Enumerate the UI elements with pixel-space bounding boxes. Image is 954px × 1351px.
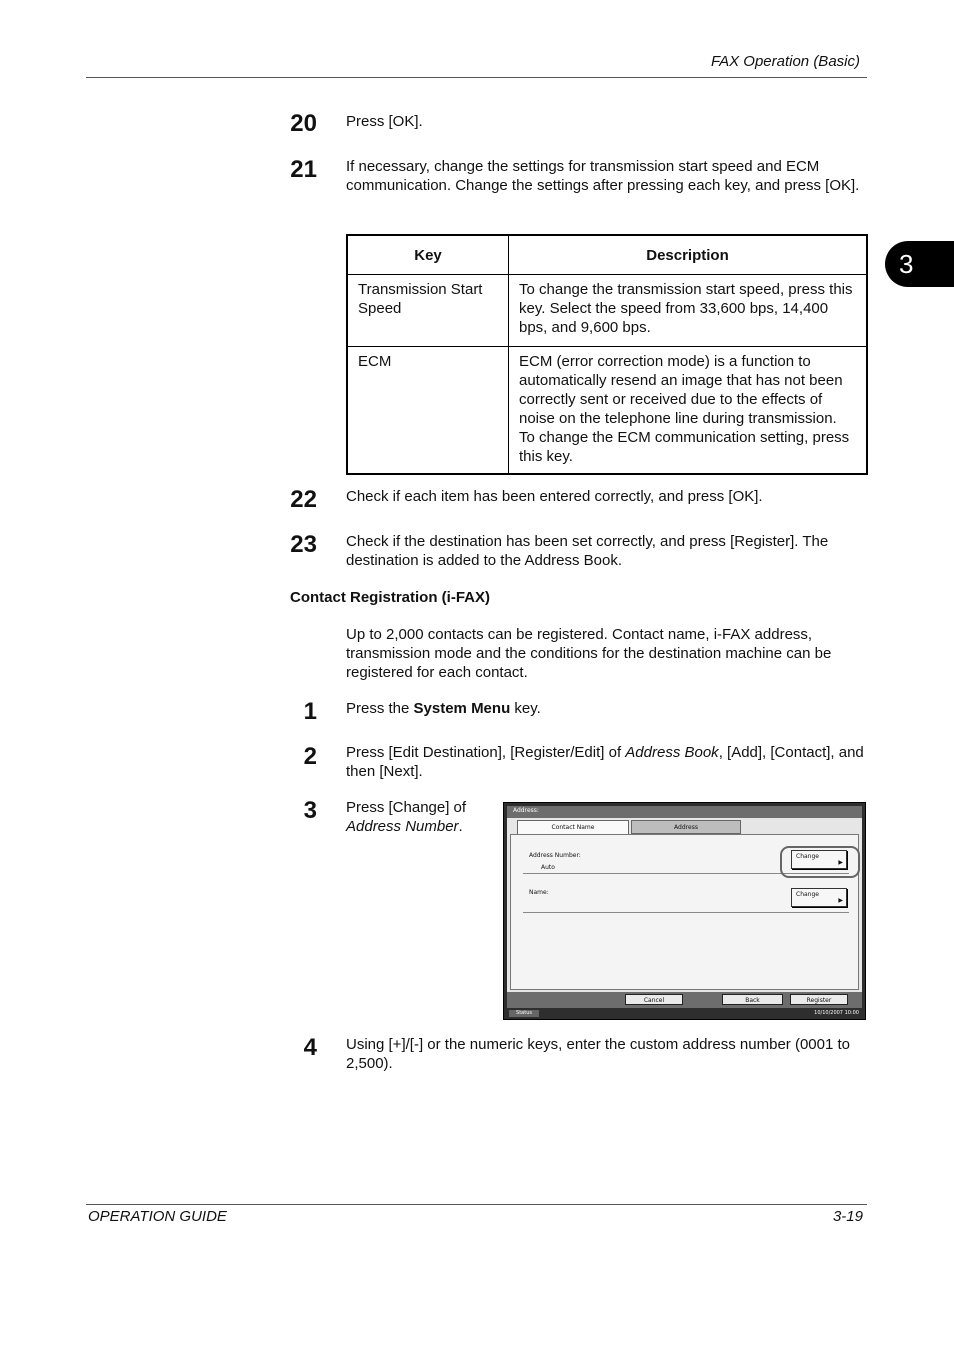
table-cell-key: ECM [347, 347, 509, 475]
callout-highlight [780, 846, 860, 878]
step-text-1 [346, 699, 866, 718]
screen-title-bar [507, 806, 862, 818]
table-header-description: Description [509, 235, 868, 275]
screen-status-bar [507, 1009, 862, 1018]
step-number-4: 4 [303, 1034, 317, 1061]
back-button[interactable]: Back [722, 994, 783, 1005]
step-number-3: 3 [303, 797, 317, 824]
register-button[interactable]: Register [790, 994, 848, 1005]
change-button-label: Change [796, 853, 819, 860]
step-text-3-post: . [458, 818, 463, 835]
triangle-right-icon: ▶ [838, 897, 843, 904]
step-text-2-post: , [Add], [Contact], and then [Next]. [346, 744, 864, 780]
key-description-table [346, 234, 868, 475]
divider [523, 912, 849, 913]
contact-name-pane [510, 834, 859, 990]
section-intro: Up to 2,000 contacts can be registered. Contact name, i-FAX address, transmission mode and the conditions for the destination machine can be registered for each contact. [346, 626, 832, 681]
status-button[interactable]: Status [509, 1010, 539, 1017]
table-cell-key: Transmission Start Speed [347, 275, 509, 347]
screen-body [507, 818, 862, 992]
address-number-value: Auto [541, 864, 555, 871]
footer-rule [86, 1204, 867, 1205]
table-row [347, 275, 867, 347]
triangle-right-icon: ▶ [838, 859, 843, 866]
system-menu-key-label: System Menu [413, 700, 511, 717]
change-button-label: Change [796, 891, 819, 898]
name-change-button[interactable] [791, 888, 847, 907]
table-header-key: Key [347, 235, 509, 275]
step-text-2-pre: Press [Edit Destination], [Register/Edit] of [346, 744, 626, 761]
name-label: Name: [529, 889, 549, 896]
address-screen [503, 802, 866, 1020]
address-number-label: Address Number: [529, 852, 581, 859]
step-text-3 [346, 798, 486, 836]
step-number-2: 2 [303, 743, 317, 770]
table-cell-description: ECM (error correction mode) is a function to automatically resend an image that has not been correctly sent or received due to the effects of noise on the telephone line during transmission. To change the ECM communication setting, press this key. [509, 347, 868, 475]
step-number-21: 21 [290, 156, 317, 183]
step-text-3-pre: Press [Change] of [346, 799, 467, 816]
step-number-20: 20 [290, 110, 317, 137]
step-text-22: Check if each item has been entered correctly, and press [OK]. [346, 488, 763, 505]
step-text-20: Press [OK]. [346, 113, 423, 130]
screen-button-bar [507, 992, 862, 1008]
step-number-22: 22 [290, 486, 317, 513]
screen-datetime: 10/10/2007 10:00 [814, 1010, 859, 1016]
chapter-tab[interactable]: 3 [885, 241, 954, 287]
screen-title: Address: [513, 807, 539, 814]
header-rule [86, 77, 867, 78]
step-text-2 [346, 743, 866, 781]
step-text-21: If necessary, change the settings for transmission start speed and ECM communication. Change the settings after pressing each key, and press [OK]. [346, 158, 860, 194]
address-book-term: Address Book [625, 744, 719, 761]
tab-address[interactable]: Address [631, 820, 741, 834]
step-number-23: 23 [290, 531, 317, 558]
running-header: FAX Operation (Basic) [711, 53, 860, 70]
table-row [347, 347, 867, 475]
footer-guide-title: OPERATION GUIDE [88, 1208, 227, 1225]
cancel-button[interactable]: Cancel [625, 994, 683, 1005]
step-text-1-post: key. [510, 700, 541, 717]
section-heading: Contact Registration (i-FAX) [290, 589, 491, 606]
step-number-1: 1 [303, 698, 317, 725]
address-number-term: Address Number [346, 818, 459, 835]
page-number: 3-19 [832, 1208, 863, 1225]
table-header-row [347, 235, 867, 275]
tab-contact-name[interactable]: Contact Name [517, 820, 629, 834]
step-text-1-pre: Press the [346, 700, 414, 717]
step-text-23: Check if the destination has been set correctly, and press [Register]. The destination is added to the Address Book. [346, 533, 829, 569]
step-text-4: Using [+]/[-] or the numeric keys, enter the custom address number (0001 to 2,500). [346, 1036, 850, 1072]
table-cell-description: To change the transmission start speed, press this key. Select the speed from 33,600 bps, 14,400 bps, and 9,600 bps. [509, 275, 868, 347]
